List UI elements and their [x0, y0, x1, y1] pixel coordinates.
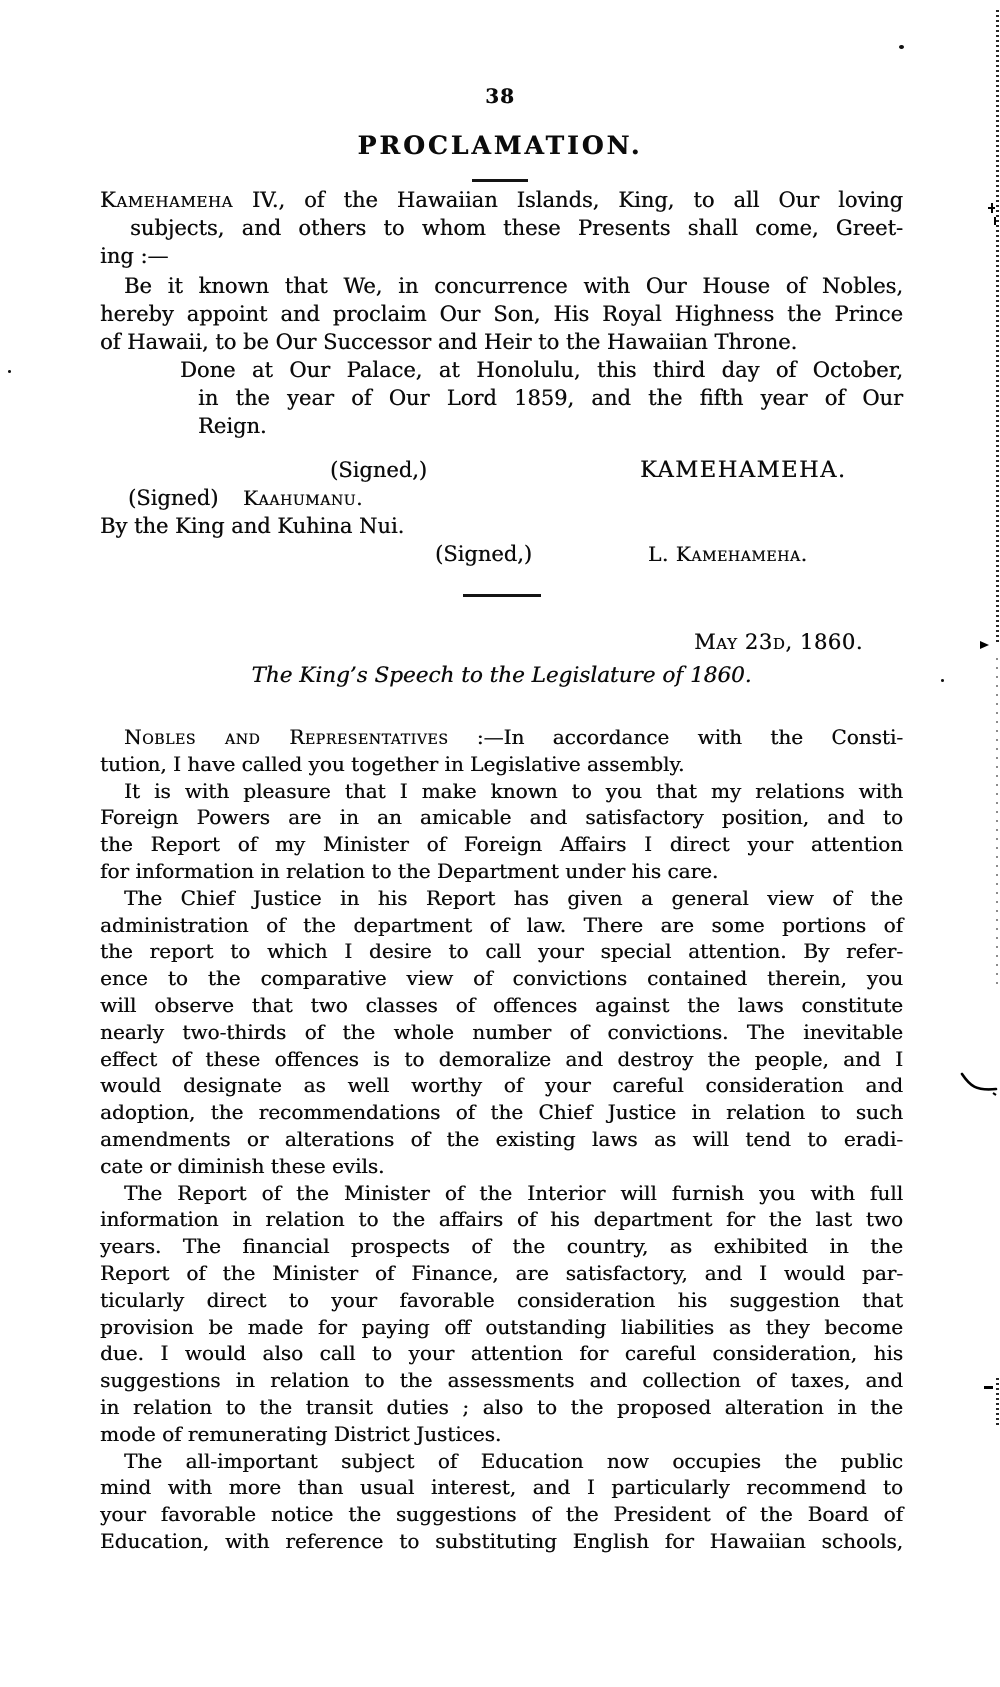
text-line: the Report of my Minister of Foreign Affairs I direct your attention — [100, 832, 903, 857]
speech-body — [100, 724, 903, 1555]
text-line: would designate as well worthy of your careful consideration and — [100, 1073, 903, 1098]
signatory-name-kaahumanu: Kaahumanu. — [243, 486, 364, 510]
text-line: nearly two-thirds of the whole number of convictions. The inevitable — [100, 1019, 903, 1044]
speech-paragraph-2 — [100, 778, 903, 885]
proclamation-title: PROCLAMATION. — [357, 131, 643, 160]
text-line: Education, with reference to substituting English for Hawaiian schools, — [100, 1528, 903, 1553]
text-line: will observe that two classes of offences against the laws constitute — [100, 992, 903, 1017]
text-line: provision be made for paying off outstanding liabilities as they become — [100, 1314, 903, 1339]
text-line: Report of the Minister of Finance, are satisfactory, and I would par- — [100, 1260, 903, 1285]
text-line: Foreign Powers are in an amicable and satisfactory position, and to — [100, 805, 903, 830]
scan-edge-line — [996, 1378, 999, 1428]
text-line: The Chief Justice in his Report has given a general view of the — [124, 885, 903, 910]
text-line: Be it known that We, in concurrence with Our House of Nobles, — [124, 274, 903, 298]
text-line: adoption, the recommendations of the Chief Justice in relation to such — [100, 1100, 903, 1125]
speech-paragraph-3 — [100, 885, 903, 1180]
text-line: It is with pleasure that I make known to you that my relations with — [124, 778, 903, 803]
text-line: ing :— — [100, 244, 169, 268]
margin-tick-mark — [984, 1386, 993, 1389]
signed-label: (Signed,) — [435, 542, 533, 566]
text-line: due. I would also call to your attention for careful consideration, his — [100, 1341, 903, 1366]
text-line: amendments or alterations of the existing laws as will tend to eradi- — [100, 1126, 903, 1151]
scan-edge-line — [996, 10, 999, 645]
text-line: administration of the department of law. There are some portions of — [100, 912, 903, 937]
text-line: Done at Our Palace, at Honolulu, this third day of October, — [180, 358, 903, 382]
page-number: 38 — [485, 84, 515, 108]
salutation-paragraph — [100, 186, 903, 270]
text-line: Kamehameha IV., of the Hawaiian Islands, King, to all Our loving — [100, 188, 903, 212]
text-line: Nobles and Representatives :—In accordance with the Consti- — [124, 725, 904, 749]
attestation-label: By the King and Kuhina Nui. — [100, 514, 405, 538]
scan-speck — [941, 679, 944, 682]
text-line: hereby appoint and proclaim Our Son, His Royal Highness the Prince — [100, 302, 903, 326]
signed-label: (Signed,) — [330, 458, 428, 482]
text-line: ticularly direct to your favorable consideration his suggestion that — [100, 1287, 903, 1312]
text-line: Reign. — [198, 414, 267, 438]
small-caps-text: Nobles and Representatives — [124, 725, 449, 749]
signature-block — [100, 456, 903, 568]
text-line: of Hawaii, to be Our Successor and Heir to the Hawaiian Throne. — [100, 330, 798, 354]
section-divider-rule — [463, 594, 541, 597]
speech-paragraph-4 — [100, 1180, 903, 1448]
text-line: effect of these offences is to demoralize and destroy the people, and I — [100, 1046, 903, 1071]
text-column — [100, 186, 903, 1555]
speech-title: The King’s Speech to the Legislature of 1860. — [251, 663, 752, 688]
text-line: subjects, and others to whom these Presents shall come, Greet- — [130, 216, 903, 240]
title-divider-rule — [472, 179, 528, 182]
text-line: suggestions in relation to the assessments and collection of taxes, and — [100, 1368, 903, 1393]
text-line: for information in relation to the Department under his care. — [100, 858, 719, 883]
text-line: information in relation to the affairs of his department for the last two — [100, 1207, 903, 1232]
margin-check-mark — [960, 1072, 998, 1098]
signature-row — [100, 484, 903, 512]
text-line: in relation to the transit duties ; also to the proposed alteration in the — [100, 1394, 903, 1419]
scan-speck — [8, 370, 11, 373]
text-line: The Report of the Minister of the Interior will furnish you with full — [124, 1180, 903, 1205]
signatory-name-l-kamehameha: L. Kamehameha. — [648, 542, 808, 566]
speech-date: May 23d, 1860. — [694, 630, 863, 654]
margin-arrow-mark — [980, 641, 989, 649]
text-line: cate or diminish these evils. — [100, 1153, 385, 1178]
text-line: in the year of Our Lord 1859, and the fifth year of Our — [198, 386, 903, 410]
text-line: The all-important subject of Education now occupies the public — [124, 1448, 903, 1473]
text-line: mode of remunerating District Justices. — [100, 1421, 502, 1446]
speech-paragraph-1 — [100, 724, 903, 778]
text-line: mind with more than usual interest, and I particularly recommend to — [100, 1475, 903, 1500]
text-line: your favorable notice the suggestions of the President of the Board of — [100, 1502, 903, 1527]
scan-speck — [899, 45, 904, 49]
signatory-name-kamehameha: KAMEHAMEHA. — [640, 457, 847, 483]
signature-row — [100, 540, 903, 568]
text-line: tution, I have called you together in Legislative assembly. — [100, 751, 685, 776]
signed-label: (Signed) — [128, 486, 219, 510]
small-caps-text: Kamehameha — [100, 188, 233, 212]
text-line: the report to which I desire to call your special attention. By refer- — [100, 939, 903, 964]
scan-edge-line — [996, 658, 998, 990]
signature-row — [100, 456, 903, 484]
signature-row — [100, 512, 903, 540]
speech-paragraph-5 — [100, 1448, 903, 1555]
decree-paragraph — [100, 272, 903, 440]
text-line: years. The financial prospects of the country, as exhibited in the — [100, 1234, 903, 1259]
text-line: ence to the comparative view of convictions contained therein, you — [100, 966, 903, 991]
